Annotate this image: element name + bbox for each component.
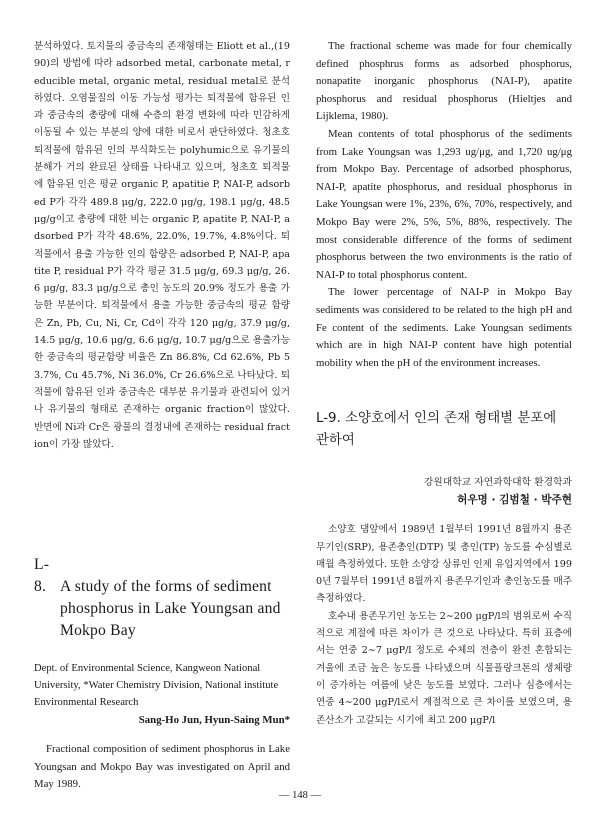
- section-number-l9: L-9.: [316, 411, 341, 427]
- l8-abstract-body: Fractional composition of sediment phosphorus in Lake Youngsan and Mokpo Bay was investigated on April and May 1989.: [34, 743, 290, 791]
- l8-abstract-para2: Mean contents of total phosphorus of the sediments from Lake Youngsan was 1,293 ug/μg, and 1,720 ug/μg from Mokpo Bay. Percentage of adsorbed phosphorus, NAI-P, apatite phosphorus, and residual phosphorus in Lake Youngsan were 1%, 23%, 6%, 70%, respectively, and Mokpo Bay were 2%, 5%, 5%, 88%, respectively. The most considerable difference of the forms of sediment phosphorus between the two environments is the ratio of NAI-P to total phosphorus content.: [316, 127, 572, 281]
- l7-abstract-continuation: 분석하였다. 토지물의 중금속의 존재형태는 Eliott et al.,(1990)의 방법에 따라 adsorbed metal, carbonate metal, reducible metal, organic metal, residual metal로 분석하였다. 오염물질의 이동 가능성 평가는 퇴적물에 함유된 인과 중금속의 총량에 대해 수층의 환경 변화에 따라 민감하게 이동될 수 있는 부분의 양에 대한 비로서 판단하였다. 청초호 퇴적물에 함유된 인의 부식화도는 polyhumic으로 유기물의 분해가 거의 완료된 상태를 나타내고 있으며, 청초호 퇴적물에 함유된 인은 평균 organic P, apatitie P, NAI-P, adsorbed P가 각각 489.8 μg/g, 222.0 μg/g, 198.1 μg/g, 48.5 μg/g이고 총량에 대한 비는 organic P, apatite P, NAI-P, adsorbed P가 각각 48.6%, 22.0%, 19.7%, 4.8%이다. 퇴적물에서 용출 가능한 인의 함량은 adsorbed P, NAI-P, apatite P, residual P가 각각 평균 31.5 μg/g, 69.3 μg/g, 26.6 μg/g, 83.3 μg/g으로 총인 농도의 20.9% 정도가 용출 가능한 부분이다. 퇴적물에서 용출 가능한 중금속의 평균 함량은 Zn, Pb, Cu, Ni, Cr, Cd이 각각 120 μg/g, 37.9 μg/g, 14.5 μg/g, 10.6 μg/g, 6.6 μg/g, 10.7 μg/g으로 용출가능한 중금속의 평균함량 비율은 Zn 86.8%, Cd 62.6%, Pb 53.7%, Cu 45.7%, Ni 36.0%, Cr 26.6%으로 나타났다. 퇴적물에 함유된 인과 중금속은 대부분 유기물과 관련되어 있거나 유기물의 형태로 존재하는 organic fraction이 많았다. 반면에 Ni과 Cr은 광물의 결정내에 존재하는 residual fraction이 가장 많았다.: [34, 41, 290, 450]
- l8-abstract-para1: The fractional scheme was made for four chemically defined phosphrus forms as adsorbed phosphorus, nonapatite inorganic phosphorus (NAI-P), apatite phosphorus and residual phosphorus (Hieltjes and Lijklema, 1980).: [316, 40, 572, 123]
- affiliation-l8: Dept. of Environmental Science, Kangweon National University, *Water Chemistry Division, National institute Environmental Research: [34, 663, 279, 708]
- authors-l8: Sang-Ho Jun, Hyun-Saing Mun*: [138, 714, 290, 726]
- left-column: [34, 38, 290, 794]
- l8-abstract-para3: The lower percentage of NAI-P in Mokpo Bay sediments was considered to be related to the high pH and Fe content of the sediments. Lake Youngsan sediments which are in high NAI-P content have high potential mobility when the pH of the environment increases.: [316, 286, 572, 369]
- page-number: — 148 —: [279, 790, 321, 801]
- section-title-l9: [316, 408, 572, 452]
- l9-abstract-para2: 호수내 용존무기인 농도는 2∼200 μgP/l의 범위로써 수직적으로 계절에 따른 차이가 큰 것으로 나타났다. 특히 표층에서는 연중 2∼7 μgP/l 정도로 수체의 전층이 완전 혼합되는 겨울에 조금 높은 농도를 나타냈으며 식물플랑크톤의 생체량이 증가하는 여름에 낮은 농도를 보였다. 그러나 심층에서는 연중 4∼200 μgP/l로서 계절적으로 큰 차이를 보였으며, 용존산소가 고갈되는 시기에 최고 200 μgP/l: [316, 610, 572, 726]
- section-heading-l9: 소양호에서 인의 존재 형태별 분포에 관하여: [316, 411, 557, 449]
- section-heading-l8: A study of the forms of sediment phosphorus in Lake Youngsan and Mokpo Bay: [60, 578, 281, 639]
- authors-l9: 허우명 · 김범철 · 박주현: [457, 494, 572, 507]
- affiliation-l9: 강원대학교 자연과학대학 환경학과: [423, 477, 572, 489]
- section-number-l8: L-8.: [34, 556, 50, 595]
- right-column: [316, 38, 572, 729]
- section-title-l8: [34, 554, 290, 642]
- l9-abstract-para1: 소양호 댐앞에서 1989년 1월부터 1991년 8월까지 용존무기인(SRP), 용존총인(DTP) 및 총인(TP) 농도를 수심별로 매월 측정하였다. 또한 소양강 상류인 인제 유입지역에서 1990년 7월부터 1991년 8월까지 용존무기인과 총인농도를 매주 측정하였다.: [316, 524, 572, 605]
